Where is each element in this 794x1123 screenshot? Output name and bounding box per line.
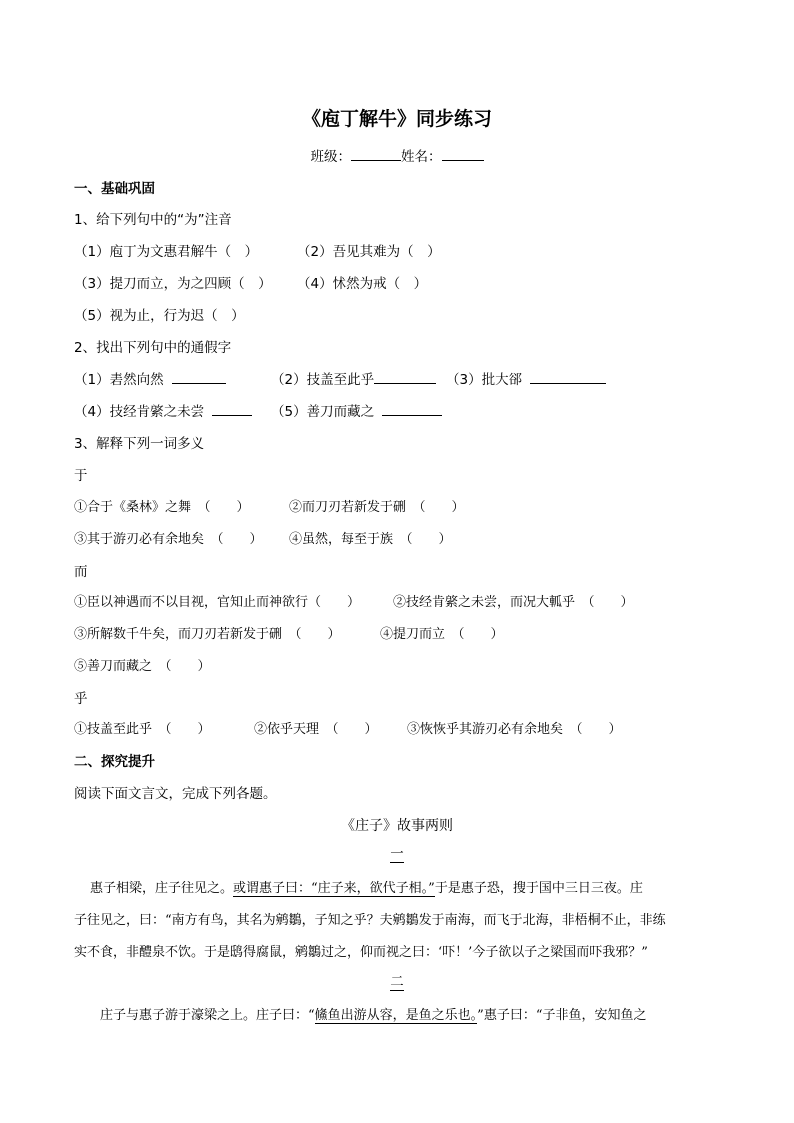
q2-item-4 bbox=[74, 400, 252, 420]
class-name-line bbox=[0, 145, 794, 165]
class-blank[interactable] bbox=[351, 159, 401, 161]
q3-er-item-4: ④提刀而立 （ ） bbox=[380, 627, 504, 642]
section1-heading: 一、基础巩固 bbox=[74, 181, 155, 197]
q2-prompt: 2、找出下列句中的通假字 bbox=[74, 340, 232, 356]
q3-word-er: 而 bbox=[74, 564, 88, 580]
q1-item-5: （5）视为止，行为迟（ ） bbox=[74, 308, 245, 324]
part2-line1-start: 庄子与惠子游于濠梁之上。庄子曰：“ bbox=[100, 1008, 315, 1023]
q3-hu-item-2: ②依乎天理 （ ） bbox=[254, 722, 378, 737]
part1-underlined-sentence: 或谓惠子曰：“庄子来，欲代子相。” bbox=[233, 881, 435, 896]
part2-marker-text: 二 bbox=[390, 974, 404, 990]
q3-word-hu: 乎 bbox=[74, 691, 88, 707]
q2-item-3-text: （3）批大郤 bbox=[446, 372, 523, 388]
part1-line1-end: 于是惠子恐，搜于国中三日三夜。庄 bbox=[434, 881, 643, 896]
q3-er-item-1: ①臣以神遇而不以目视，官知止而神欲行（ ） bbox=[74, 595, 361, 610]
passage-title: 《庄子》故事两则 bbox=[341, 818, 453, 834]
name-label: 姓名： bbox=[401, 149, 442, 165]
q3-yu-item-1: ①合于《桑林》之舞 （ ） bbox=[74, 500, 250, 515]
q3-yu-item-2: ②而刀刃若新发于硎 （ ） bbox=[289, 500, 465, 515]
q3-er-item-2: ②技经肯綮之未尝，而况大軱乎 （ ） bbox=[393, 595, 634, 610]
part1-marker-text: 一 bbox=[390, 846, 404, 862]
q2-blank-3[interactable] bbox=[530, 382, 606, 384]
passage-part1-line3: 实不食，非醴泉不饮。于是鸱得腐鼠，鹓鶵过之，仰而视之曰：‘吓！’今子欲以子之梁国而吓我邪？” bbox=[74, 945, 648, 960]
passage-part1-line1 bbox=[90, 877, 643, 896]
class-label: 班级： bbox=[310, 149, 351, 165]
q1-item-3: （3）提刀而立，为之四顾（ ） bbox=[74, 276, 272, 292]
name-blank[interactable] bbox=[442, 159, 484, 161]
passage-part2-line1 bbox=[100, 1004, 646, 1023]
q3-hu-item-3: ③恢恢乎其游刃必有余地矣 （ ） bbox=[407, 722, 622, 737]
q3-yu-item-4: ④虽然，每至于族 （ ） bbox=[289, 532, 452, 547]
q2-blank-5[interactable] bbox=[382, 414, 442, 416]
q2-item-2-text: （2）技盖至此乎 bbox=[271, 372, 375, 388]
section2-heading: 二、探究提升 bbox=[74, 754, 155, 770]
q2-blank-4[interactable] bbox=[212, 414, 252, 416]
q3-er-item-3: ③所解数千牛矣，而刀刃若新发于硎 （ ） bbox=[74, 627, 341, 642]
q1-item-4: （4）怵然为戒（ ） bbox=[297, 276, 428, 292]
part2-underlined-sentence: 鯈鱼出游从容，是鱼之乐也。 bbox=[314, 1008, 478, 1023]
q3-yu-item-3: ③其于游刃必有余地矣 （ ） bbox=[74, 532, 263, 547]
q1-prompt: 1、给下列句中的“为”注音 bbox=[74, 212, 232, 228]
q2-item-3 bbox=[446, 368, 606, 388]
passage-part1-marker bbox=[0, 842, 794, 862]
passage-part2-marker bbox=[0, 970, 794, 990]
q3-prompt: 3、解释下列一词多义 bbox=[74, 436, 205, 452]
q1-item-1: （1）庖丁为文惠君解牛（ ） bbox=[74, 244, 259, 260]
q2-item-1 bbox=[74, 368, 226, 388]
q1-item-2: （2）吾见其难为（ ） bbox=[297, 244, 441, 260]
q2-item-5 bbox=[271, 400, 442, 420]
q3-word-yu: 于 bbox=[74, 468, 88, 484]
q2-item-1-text: （1）砉然向然 bbox=[74, 372, 164, 388]
q2-blank-1[interactable] bbox=[172, 382, 226, 384]
part2-line1-end: ”惠子曰：“子非鱼，安知鱼之 bbox=[477, 1008, 647, 1023]
q2-item-5-text: （5）善刀而藏之 bbox=[271, 404, 375, 420]
section2-intro: 阅读下面文言文，完成下列各题。 bbox=[74, 786, 277, 802]
page-title: 《庖丁解牛》同步练习 bbox=[301, 108, 492, 130]
q3-hu-item-1: ①技盖至此乎 （ ） bbox=[74, 722, 211, 737]
q2-item-4-text: （4）技经肯綮之未尝 bbox=[74, 404, 205, 420]
q2-blank-2[interactable] bbox=[374, 382, 436, 384]
part1-line1-start: 惠子相梁，庄子往见之。 bbox=[90, 881, 234, 896]
passage-part1-line2: 子往见之，曰：“南方有鸟，其名为鹓鶵，子知之乎？夫鹓鶵发于南海，而飞于北海，非梧桐不止，非练 bbox=[74, 913, 666, 928]
q2-item-2 bbox=[271, 368, 436, 388]
q3-er-item-5: ⑤善刀而藏之 （ ） bbox=[74, 659, 211, 674]
